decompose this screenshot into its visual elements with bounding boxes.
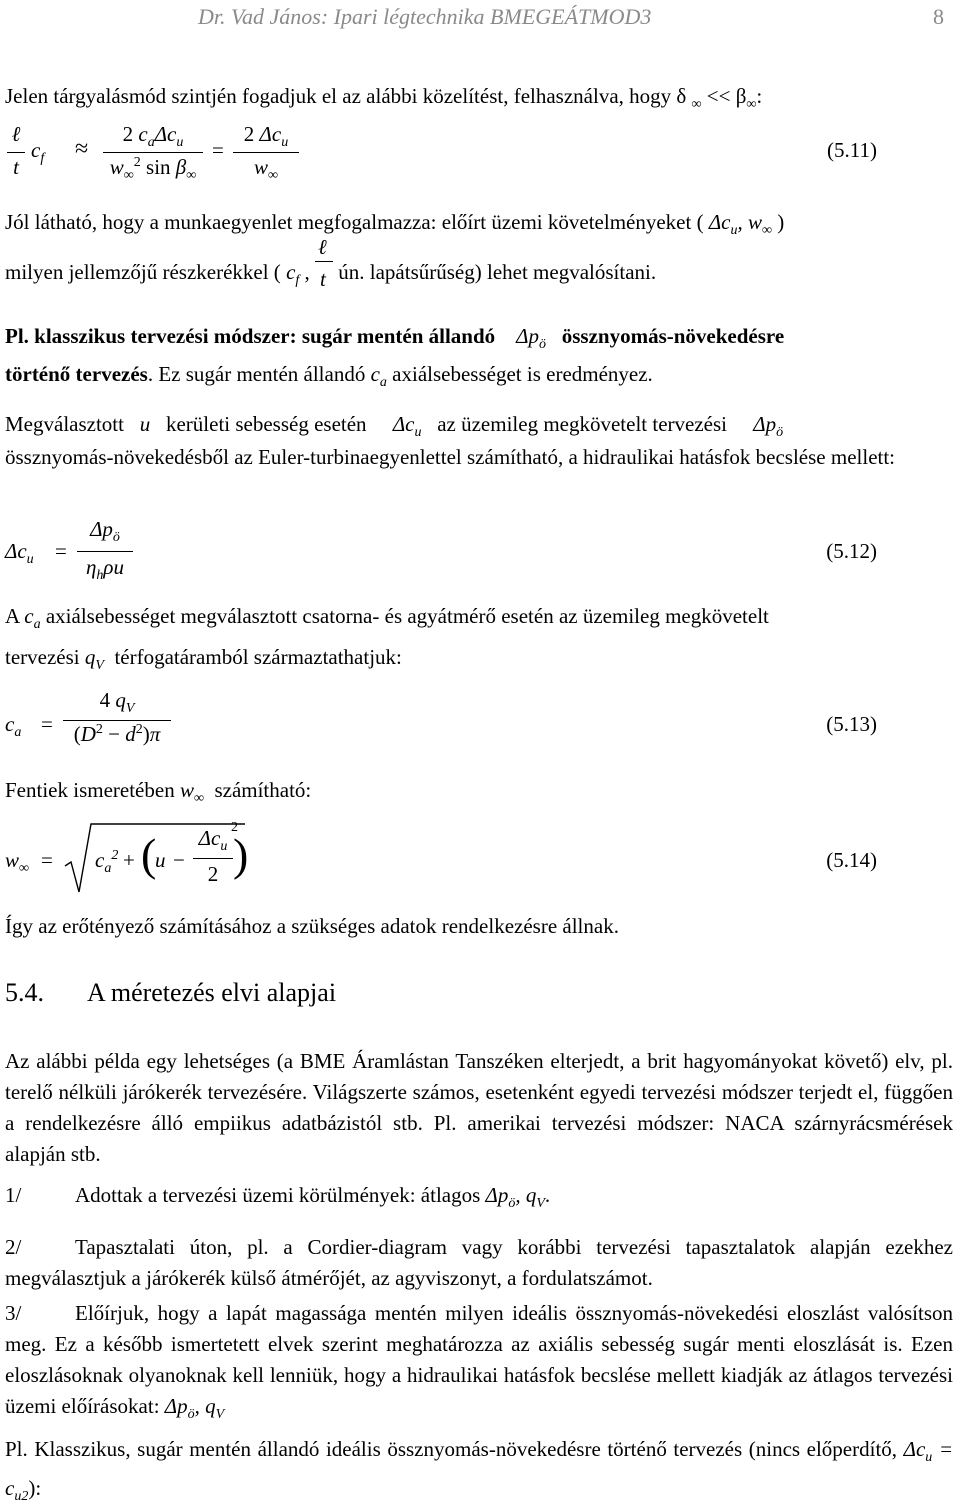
megv-line-2: össznyomás-növekedésből az Euler-turbinaegyenlettel számítható, a hidraulikai hatásfok becslése mellett: (5, 445, 896, 469)
bold-line-2: történő tervezés. Ez sugár mentén állandó $c_a$ axiálsebességet is eredményez. (5, 362, 653, 390)
last-paragraph: Pl. Klasszikus, sugár mentén állandó ideális össznyomás-növekedésre történő tervezés (nincs előperdítő, $\Delta c_u = c_{u2}$): (5, 1437, 954, 1504)
page-number: 8 (933, 4, 944, 29)
list-item-1: 1/ Adottak a tervezési üzemi körülmények: átlagos $\Delta p_ö$, $q_V$. (5, 1183, 551, 1211)
bold-line: Pl. klasszikus tervezési módszer: sugár mentén állandó $\Delta p_ö$ össznyomás-növekedésre (5, 324, 785, 352)
ca-line-1: A $c_a$ axiálsebességet megválasztott csatorna- és agyátmérő esetén az üzemileg megkövetelt (5, 604, 769, 632)
munka-line-2: milyen jellemzőjű részkerékkel ( $c_f$ , ℓ t ún. lapátsűrűség) lehet megvalósítani. (5, 235, 657, 291)
equation-number: (5.11) (827, 138, 877, 162)
intro-condition: << β (706, 84, 747, 108)
header-title: Dr. Vad János: Ipari légtechnika BMEGEÁTMOD3 (198, 4, 652, 29)
equation-number: (5.14) (826, 848, 877, 872)
section-number: 5.4. (5, 978, 44, 1007)
equation-5-14: $w_\infty$ = $c_a^2$ + ( u − $\Delta c_u$ 2 ) 2 (5.14) (5, 818, 955, 902)
list-item-3: 3/ Előírjuk, hogy a lapát magassága mentén milyen ideális össznyomás-növekedési eloszlást valósítson meg. Ez a később ismertetett elvek szerint meghatározza az axiális sebesség sugár menti eloszlását is. Ezen eloszlásoknak olyanoknak kell lenniük, hogy a hidraulikai hatásfok becslése mellett kiadják az átlagos tervezési üzemi előírásokat: $\Delta p_ö$, $q_V$ (5, 1301, 953, 1422)
equation-5-11: ℓ t $c_f$ ≈ 2 $c_a\Delta c_u$ $w_\infty^2$ $\sin \beta_\infty$ = 2 $\Delta c_u$ $w_\infty$ (5.11) (5, 122, 955, 186)
intro-line: Jelen tárgyalásmód szintjén fogadjuk el az alábbi közelítést, felhasználva, hogy δ $_\infty << \beta_\infty$: (5, 84, 763, 112)
intro-text: Jelen tárgyalásmód szintjén fogadjuk el az alábbi közelítést, felhasználva, hogy δ (5, 84, 687, 108)
list-item-2: 2/ Tapasztalati úton, pl. a Cordier-diagram vagy korábbi tervezési tapasztalatok alapján ezekhez megválasztjuk a járókerék külső átmérőjét, az agyviszonyt, a fordulatszámot. (5, 1235, 953, 1290)
section-heading (5, 978, 336, 1008)
section-title: A méretezés elvi alapjai (87, 978, 337, 1007)
equation-number: (5.12) (826, 539, 877, 563)
equation-5-13: $c_a$ = 4 $q_V$ $(D^2 - d^2)\pi$ (5.13) (5, 688, 877, 746)
munka-line-1: Jól látható, hogy a munkaegyenlet megfogalmazza: előírt üzemi követelményeket ( $\Delta c_u$, $w_\infty$ ) (5, 210, 785, 238)
fentiek-line: Fentiek ismeretében $w_\infty$ számítható: (5, 778, 312, 806)
igy-line: Így az erőtényező számításához a szükséges adatok rendelkezésre állnak. (5, 914, 619, 938)
equation-number: (5.13) (826, 712, 877, 736)
body-paragraph-1: Az alábbi példa egy lehetséges (a BME Áramlástan Tanszéken elterjedt, a brit hagyományokat követő) elv, pl. terelő nélküli járókerék tervezésére. Világszerte számos, esetenként egyedi tervezési módszer terjedt el, függően a rendelkezésre álló empiikus adatbázistól stb. Pl. amerikai tervezési módszer: NACA szárnyrácsmérések alapján stb. (5, 1049, 953, 1166)
megv-line-1: Megválasztott u kerületi sebesség esetén $\Delta c_u$ az üzemileg megkövetelt tervezési $\Delta p_ö$ (5, 412, 784, 440)
ca-line-2: tervezési $q_V$ térfogatáramból származtathatjuk: (5, 645, 402, 673)
equation-5-12: $\Delta c_u$ = $\Delta p_ö$ $\eta_h\rho u$ (5.12) (5, 517, 877, 583)
